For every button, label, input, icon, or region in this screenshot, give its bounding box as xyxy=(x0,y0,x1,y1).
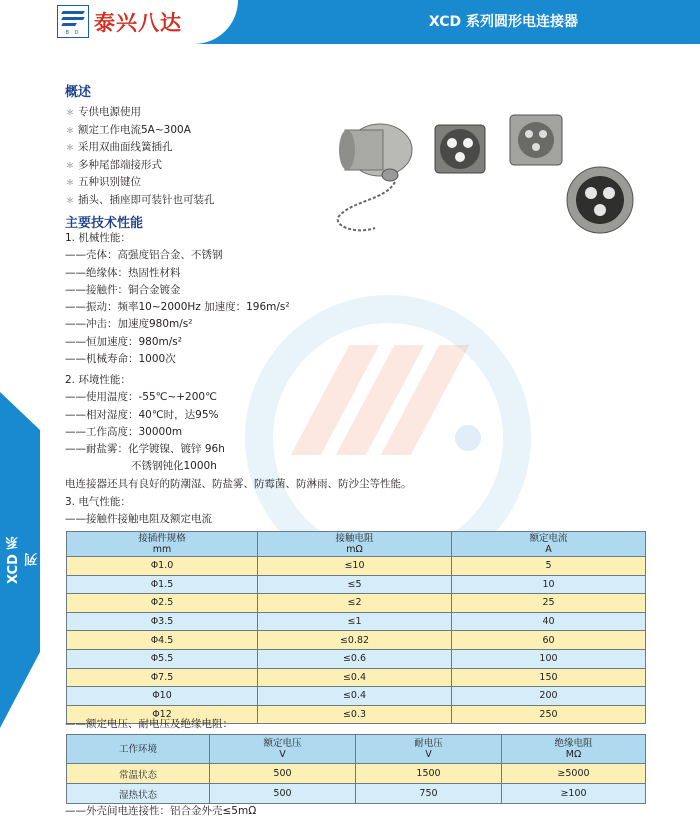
table2-caption-block xyxy=(65,716,233,733)
table-row xyxy=(67,764,646,784)
table-cell: ≤0.6 xyxy=(258,649,452,668)
table-cell: 5 xyxy=(452,557,646,576)
table-cell: ≤0.4 xyxy=(258,687,452,706)
table-header: 额定电流 A xyxy=(452,532,646,557)
list-item: ＊ 多种尾部端接形式 xyxy=(66,158,162,171)
spec-line: ——耐盐雾：化学镀镍、镀锌 96h xyxy=(65,443,225,456)
table-cell: ≥5000 xyxy=(502,764,646,784)
table-cell: ≤10 xyxy=(258,557,452,576)
table-cell: 25 xyxy=(452,594,646,613)
table-cell: 湿热状态 xyxy=(67,784,210,804)
spec-line: ——相对湿度：40℃时，达95% xyxy=(65,408,219,421)
table-cell: 10 xyxy=(452,575,646,594)
section-title: 2. 环境性能： xyxy=(65,374,131,386)
table-cell: Φ12 xyxy=(67,705,258,724)
table-cell: ≤2 xyxy=(258,594,452,613)
round-plug-face-image xyxy=(567,167,633,233)
table-header: 耐电压 V xyxy=(356,735,502,764)
spec-line: ——振动：频率10~2000Hz 加速度：196m/s² xyxy=(65,301,290,314)
cable-plug-image xyxy=(338,124,412,230)
table-row xyxy=(67,631,646,650)
spec-line: ——接触件：铜合金镀金 xyxy=(65,283,181,296)
voltage-insulation-table xyxy=(66,734,646,804)
watermark-dot xyxy=(455,425,481,451)
section-title: 3. 电气性能： xyxy=(65,496,131,508)
environment-section xyxy=(65,372,412,493)
table-cell: 1500 xyxy=(356,764,502,784)
table-cell: Φ5.5 xyxy=(67,649,258,668)
table-cell: 500 xyxy=(210,784,356,804)
table-row xyxy=(67,784,646,804)
spec-line: ——绝缘体：热固性材料 xyxy=(65,266,181,279)
list-item: ＊ 额定工作电流5A~300A xyxy=(66,123,191,136)
mechanical-section xyxy=(65,230,290,368)
table-cell: ≤0.4 xyxy=(258,668,452,687)
specs-heading: 主要技术性能 xyxy=(65,216,144,231)
table-row xyxy=(67,612,646,631)
footer-block xyxy=(65,803,256,820)
square-flange-socket-image xyxy=(435,125,485,173)
table-cell: ≤5 xyxy=(258,575,452,594)
side-series-label: XCD 系列 xyxy=(6,536,40,584)
table-cell: 250 xyxy=(452,705,646,724)
table-cell: Φ10 xyxy=(67,687,258,706)
section-title: 1. 机械性能： xyxy=(65,232,131,244)
table-cell: Φ2.5 xyxy=(67,594,258,613)
spec-line: ——壳体：高强度铝合金、不锈钢 xyxy=(65,249,223,262)
table-row xyxy=(67,668,646,687)
table-header: 接触电阻 mΩ xyxy=(258,532,452,557)
environment-note: 电连接器还具有良好的防潮湿、防盐雾、防霉菌、防淋雨、防沙尘等性能。 xyxy=(65,477,412,490)
table-cell: 500 xyxy=(210,764,356,784)
table-header: 工作环境 xyxy=(67,735,210,764)
header-brand-area xyxy=(0,0,238,44)
table-cell: ≤0.3 xyxy=(258,705,452,724)
electrical-section xyxy=(65,494,212,529)
table-header: 绝缘电阻 MΩ xyxy=(502,735,646,764)
table-cell: 150 xyxy=(452,668,646,687)
table-cell: ≤0.82 xyxy=(258,631,452,650)
table-cell: Φ1.5 xyxy=(67,575,258,594)
table-header: 接插件规格 mm xyxy=(67,532,258,557)
table-cell: Φ1.0 xyxy=(67,557,258,576)
table-cell: 750 xyxy=(356,784,502,804)
table-row xyxy=(67,649,646,668)
table-cell: 100 xyxy=(452,649,646,668)
list-item: ＊ 采用双曲面线簧插孔 xyxy=(66,141,173,153)
page-title: XCD 系列圆形电连接器 xyxy=(428,14,578,30)
table-cell: 200 xyxy=(452,687,646,706)
spec-line: 不锈钢钝化1000h xyxy=(131,460,217,473)
contact-resistance-table xyxy=(66,531,646,724)
overview-heading: 概述 xyxy=(65,85,92,100)
connector-product-photo xyxy=(325,100,645,260)
spec-line: ——冲击：加速度980m/s² xyxy=(65,318,193,331)
table-row xyxy=(67,575,646,594)
table-cell: 40 xyxy=(452,612,646,631)
list-item: ＊ 专供电源使用 xyxy=(66,106,141,118)
spec-line: ——机械寿命：1000次 xyxy=(65,353,176,366)
table-cell: Φ7.5 xyxy=(67,668,258,687)
table-cell: 常温状态 xyxy=(67,764,210,784)
overview-list xyxy=(66,104,215,209)
table-cell: Φ3.5 xyxy=(67,612,258,631)
list-item: ＊ 插头、插座即可装针也可装孔 xyxy=(66,193,215,206)
flange-receptacle-image xyxy=(510,115,562,165)
shell-continuity-line: ——外壳间电连接性：铝合金外壳≤5mΩ xyxy=(65,805,257,817)
spec-line: ——工作高度：30000m xyxy=(65,425,183,438)
table-cell: ≥100 xyxy=(502,784,646,804)
table-cell: Φ4.5 xyxy=(67,631,258,650)
table-cell: 60 xyxy=(452,631,646,650)
brand-name: 泰兴八达 xyxy=(94,11,182,35)
page-header xyxy=(0,0,700,44)
spec-line: ——恒加速度：980m/s² xyxy=(65,335,182,348)
table-header: 额定电压 V xyxy=(210,735,356,764)
table-cell: ≤1 xyxy=(258,612,452,631)
table1-caption: ——接触件接触电阻及额定电流 xyxy=(65,513,212,526)
table-row xyxy=(67,594,646,613)
table2-caption: ——额定电压、耐电压及绝缘电阻： xyxy=(65,718,233,730)
table-row xyxy=(67,557,646,576)
spec-line: ——使用温度：-55℃~+200℃ xyxy=(65,391,217,404)
list-item: ＊ 五种识别键位 xyxy=(66,176,141,188)
company-logo: B D xyxy=(57,5,89,38)
table-row xyxy=(67,687,646,706)
